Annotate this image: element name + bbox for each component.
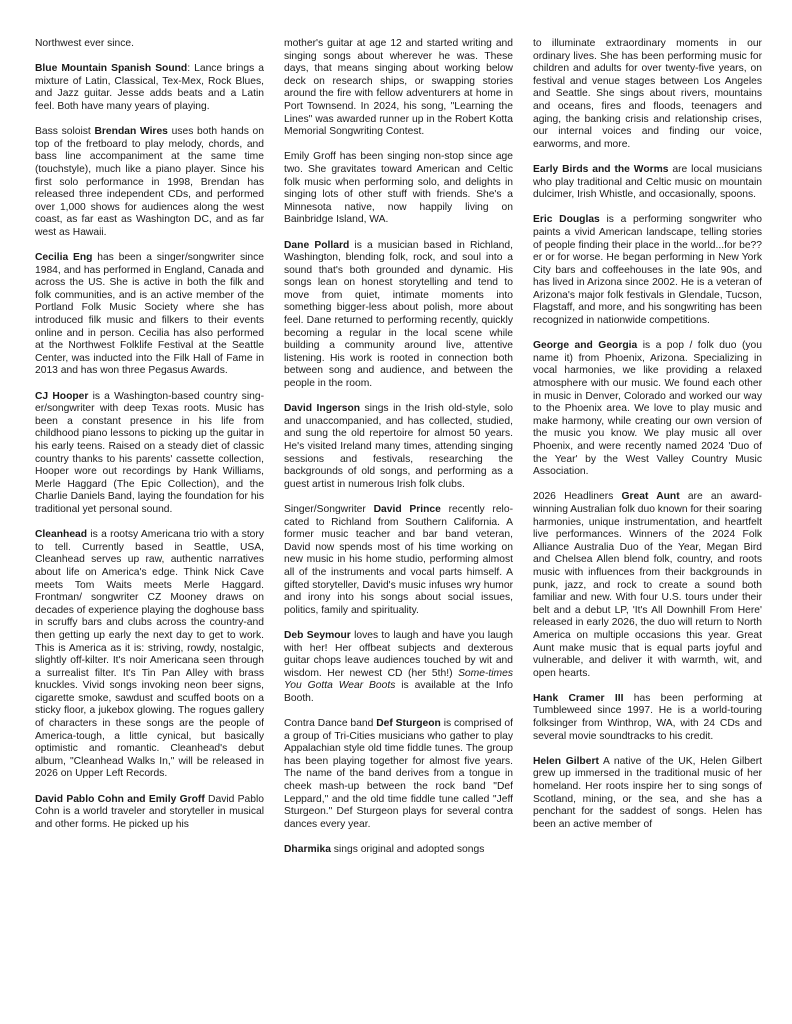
bio-text: sings in the Irish old-style, solo and unaccompanied, and has collected, studied, and sung the old repertoire for almost 50 years. He's visited Ireland many times, attending singing sessions and festivals, researching the backgrounds of old songs, and performing as a guest artist in numerous Irish folk clubs. xyxy=(284,403,513,490)
bio-paragraph xyxy=(533,756,762,832)
bio-paragraph xyxy=(533,164,762,202)
performer-name: Brendan Wires xyxy=(94,126,168,138)
bio-text: is a performing songwriter who paints a vivid American landscape, telling stories of people finding their place in the world...for be??er or for worse. He began performing in New York City bars and coffeehouses in the late 90s, and has lived in Arizona since 2002. He is a veteran of Arizona's major folk festivals in Glendale, Tucson, Flagstaff, and more, and his songwriting has been recognized in nationwide competitions. xyxy=(533,214,762,327)
performer-name: Eric Douglas xyxy=(533,214,600,226)
bio-text: Bass soloist xyxy=(35,126,95,138)
album-title: Some-times You Gotta Wear Boots xyxy=(284,667,513,692)
bio-text: sings original and adopted songs xyxy=(330,844,485,855)
performer-name: Cleanhead xyxy=(35,529,88,541)
bio-paragraph xyxy=(284,844,513,857)
performer-name: George and Georgia xyxy=(533,340,638,352)
performer-name: David Pablo Cohn and Emily Groff xyxy=(35,793,205,805)
bio-text: is a Washington-based country sing-er/songwriter with deep Texas roots. Music has been a constant presence in his life from childhood piano lessons to picking up the guitar in his early teens. Raised on a steady diet of classic country thanks to his parents' cassette collection, Hooper wore out recordings by Hank Williams, Merle Haggard (The Epic Collection), and the Charlie Daniels Band, laying the foundation for his traditional yet personal sound. xyxy=(35,390,264,515)
performer-name: Hank Cramer III xyxy=(533,692,624,704)
bio-text: 2026 Headliners xyxy=(533,491,622,503)
performer-name: Def Sturgeon xyxy=(376,718,441,730)
bio-paragraph xyxy=(533,491,762,680)
performer-name: Early Birds and the Worms xyxy=(533,163,669,175)
performer-name: Dane Pollard xyxy=(284,239,350,251)
bio-text: Northwest ever since. xyxy=(35,38,135,49)
bio-paragraph xyxy=(35,252,264,378)
bio-paragraph xyxy=(284,403,513,491)
bio-text: to illuminate extraordinary moments in our ordinary lives. She has been performing music for children and adults for over twenty-five years, on festival and venue stages between Los Angeles and Seattle. She sings about rivers, mountains and oceans, fires and floods, teenagers and aging, the banking crisis and relationship crises, our internal voices and finding our voice, earworms, and more. xyxy=(533,38,762,150)
bio-text: is comprised of a group of Tri-Cities musicians who gather to play Appalachian style old time fiddle tunes. The group has been playing together for almost five years. The name of the band derives from a tongue in cheek mash-up between the rock band "Def Leppard," and the old time fiddle tune called "Jeff Sturgeon." Def Sturgeon plays for several contra dances every year. xyxy=(284,718,513,830)
bio-text: uses both hands on top of the fretboard to play melody, chords, and bass line accompaniment at the same time (touchstyle), much like a piano player. Since his first solo performance in 1998, Brendan has released three independent CDs, and performed over 1,000 shows for audiences along the west coast, as far east as Washington DC, and as far west as Hawaii. xyxy=(35,126,264,238)
bio-paragraph xyxy=(35,38,264,51)
bio-paragraph xyxy=(533,38,762,151)
column-left xyxy=(35,38,264,1024)
bio-text: A native of the UK, Helen Gilbert grew up immersed in the traditional music of her homeland. Her roots inspire her to sing songs of Scotland, mining, or the sea, and she has a penchant for the saddest of songs. Helen has been an active member of xyxy=(533,755,762,830)
bio-paragraph xyxy=(284,151,513,227)
bio-paragraph xyxy=(35,391,264,517)
bio-paragraph xyxy=(35,63,264,113)
performer-name: Cecilia Eng xyxy=(35,252,93,264)
bio-text: Emily Groff has been singing non-stop since age two. She gravitates toward American and Celtic folk music when performing solo, and delights in singing lots of other stuff with friends. She's a Minnesota native, now happily living on Bainbridge Island, WA. xyxy=(284,151,513,226)
performer-name: Great Aunt xyxy=(621,491,680,503)
column-middle xyxy=(284,38,513,1024)
bio-paragraph xyxy=(284,718,513,831)
bio-paragraph xyxy=(533,214,762,327)
bio-paragraph xyxy=(533,340,762,479)
bio-paragraph xyxy=(284,38,513,139)
performer-name: Dharmika xyxy=(284,844,331,855)
bio-text: is a rootsy Americana trio with a story to tell. Currently based in Seattle, USA, Cleanhead serves up raw, authentic narratives about life on America's edge. Think Nick Cave meets Tom Waits meets Merle Haggard. Frontman/ songwriter CZ Mooney draws on decades of experience playing the doghouse bass in scruffy bars and clubs across the country-and then getting up early the next day to get to work. This is America as it is: striving, rowdy, nostalgic, slightly off-kilter. It's noir Americana seen through a surrealist filter. It's Tin Pan Alley with brass knuckles. Vivid songs invoking neon beer signs, cigarette smoke, sawdust and scuffed boots on a sticky floor, a jukebox glowing. The rogues gallery of characters in these songs are the people of America-tough, a little cynical, but basically optimistic and romantic. Cleanhead's debut album, "Cleanhead Walks In," will be released in 2026 on Upper Left Records. xyxy=(35,529,264,780)
bio-paragraph xyxy=(35,126,264,239)
bio-text: has been performing at Tumbleweed since 1997. He is a world-touring folksinger from Winthrop, WA, with 24 CDs and several movie soundtracks to his credit. xyxy=(533,692,763,742)
performer-name: Deb Seymour xyxy=(284,629,351,641)
bio-text: David Pablo Cohn is a world traveler and storyteller in musical and other forms. He picked up his xyxy=(35,793,264,830)
bio-text: is available at the Info Booth. xyxy=(284,680,514,704)
bio-text: mother's guitar at age 12 and started writing and singing songs about wherever he was. These days, that means singing about working below deck on research ships, or swapping stories around the fire with fellow adventurers at home in Port Townsend. In 2024, his song, "Learning the Lines" was awarded runner up in the Robert Kotta Memorial Songwriting Contest. xyxy=(284,38,513,138)
performer-name: CJ Hooper xyxy=(35,390,89,402)
bio-paragraph xyxy=(284,630,513,706)
bio-text: are an award-winning Australian folk duo known for their soaring harmonies, unique instrumentation, and heartfelt live performances. Winners of the 2024 Folk Alliance Australia Duo of the Year, Megan Bird and Chelsea Allen blend folk, country, and roots music with influences from their backgrounds in punk, jazz, and rock to create a sound both familiar and new. With four U.S. tours under their belt and a debut LP, 'It's All Downhill From Here' released in early 2026, the duo will return to North America on multiple occasions this year. Great Aunt make music that is equal parts joyful and vulnerable, and deliver it with warmth, wit, and open hearts. xyxy=(533,491,762,679)
bio-text: are local musicians who play traditional and Celtic music on mountain dulcimer, Irish Whistle, and occasionally, spoons. xyxy=(533,163,763,201)
bio-text: loves to laugh and have you laugh with her! Her offbeat subjects and dexterous guitar chops leave audiences touched by wit and wisdom. Her newest CD (her 5th!) xyxy=(284,629,513,679)
performer-name: Helen Gilbert xyxy=(533,755,599,767)
bio-text: Contra Dance band xyxy=(284,718,377,730)
bio-text: is a pop / folk duo (you name it) from Phoenix, Arizona. Specializing in vocal harmonies, we like providing a relaxed atmosphere with our music. We found each other in music in Denver, Colorado and worked our way to the Phoenix area. We love to play music and make harmony, while creating our own version of the music you know. We play music all over Phoenix, and were recently named 2024 'Duo of the Year' by the West Valley Country Music Association. xyxy=(533,340,762,478)
bio-text: Singer/Songwriter xyxy=(284,503,374,515)
bio-paragraph xyxy=(533,693,762,743)
performer-name: Blue Mountain Spanish Sound xyxy=(35,63,188,75)
column-right xyxy=(533,38,762,1024)
bio-paragraph xyxy=(284,240,513,391)
performer-name: David Prince xyxy=(373,503,441,515)
bio-text: is a musician based in Richland, Washington, blending folk, rock, and soul into a sound that's both grounded and dynamic. His songs lean on honest storytelling and tend to move from quiet, intimate moments into something bigger-less about polish, more about feel. Dane returned to performing recently, quickly becoming a regular in the local scene while building a community around live, attentive listening. His work is rooted in connection both between song and audience, and between the people in the room. xyxy=(284,239,513,390)
bio-text: recently relo-cated to Richland from Southern California. A former music teacher and bar band veteran, David now spends most of his time working on new music in his home studio, performing almost all of the instruments and vocal parts himself. A gifted storyteller, David's music infuses wry humor and irony into his songs about social issues, politics, family and spirituality. xyxy=(284,503,513,616)
bio-paragraph xyxy=(35,794,264,832)
performer-name: David Ingerson xyxy=(284,403,361,415)
bio-paragraph xyxy=(284,504,513,617)
bio-text: : Lance brings a mixture of Latin, Classical, Tex-Mex, Rock Blues, and Jazz guitar. Jesse adds beats and a Latin feel. Both have many years of playing. xyxy=(35,63,264,112)
bio-text: has been a singer/songwriter since 1984, and has performed in England, Canada and across the US. She is active in both the filk and folk communities, and is an active member of the Portland Folk Music Society where she has introduced filk music and filkers to their events online and in person. Cecilia has also performed at the Northwest Folklife Festival at the Seattle Center, was inducted into the Filk Hall of Fame in 2013 and has won three Pegasus Awards. xyxy=(35,252,265,377)
bio-paragraph xyxy=(35,529,264,781)
